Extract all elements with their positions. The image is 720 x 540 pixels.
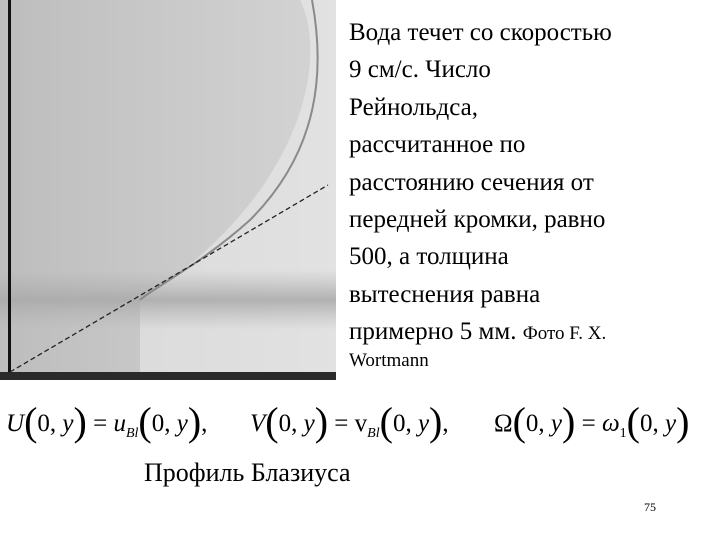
caption-line: Вода течет со скоростью bbox=[349, 19, 612, 46]
initial-conditions-formula bbox=[6, 398, 714, 448]
caption-line: примерно 5 мм. bbox=[349, 318, 517, 346]
photo-credit-name: Wortmann bbox=[349, 349, 429, 371]
caption-line: 9 см/с. Число bbox=[349, 56, 491, 84]
photo-credit: Фото F. X. bbox=[522, 323, 607, 345]
caption-line: рассчитанное по bbox=[349, 131, 526, 159]
profile-title: Профиль Блазиуса bbox=[144, 458, 351, 487]
photo-caption bbox=[349, 14, 711, 372]
formula-v-term: V(0, $y) = v_{Bl}(0$, y), bbox=[250, 399, 449, 444]
caption-line: расстоянию сечения от bbox=[349, 168, 594, 196]
caption-line: передней кромки, равно bbox=[349, 206, 606, 234]
boundary-layer-photo bbox=[0, 0, 336, 380]
formula-omega-term: Ω(0, $y) = \omega_1(0$, y) bbox=[494, 399, 690, 444]
caption-line-last bbox=[349, 313, 711, 352]
caption-line: 500, а толщина bbox=[349, 243, 509, 271]
page-number: 75 bbox=[644, 500, 656, 514]
formula-u-term: U(0, $y) = u_{Bl}(0$, y), bbox=[6, 399, 208, 444]
caption-line: Рейнольдса, bbox=[349, 93, 478, 121]
flat-plate-line bbox=[8, 0, 11, 375]
caption-line: вытеснения равна bbox=[349, 280, 541, 308]
